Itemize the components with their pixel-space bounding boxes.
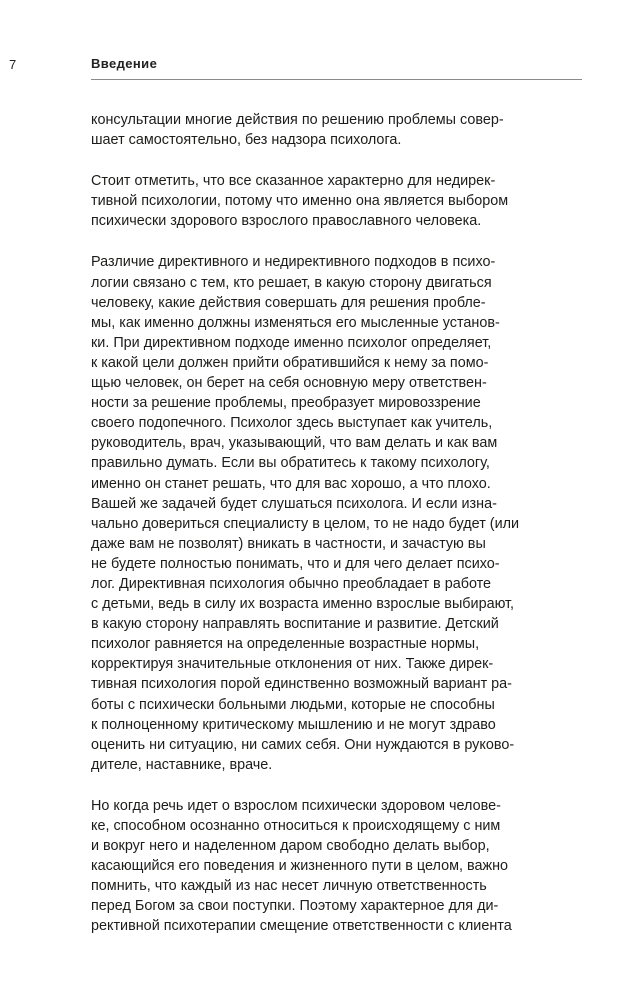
text-line: логии связано с тем, кто решает, в какую сторону двигаться bbox=[91, 274, 492, 291]
text-line: к какой цели должен прийти обратившийся к нему за помо- bbox=[91, 354, 489, 371]
text-line: рективной психотерапии смещение ответственности с клиента bbox=[91, 918, 512, 935]
text-line: помнить, что каждый из нас несет личную ответственность bbox=[91, 878, 487, 895]
text-line: правильно думать. Если вы обратитесь к такому психологу, bbox=[91, 455, 490, 472]
text-line: Различие директивного и недирективного подходов в психо- bbox=[91, 254, 496, 271]
text-line: щью человек, он берет на себя основную меру ответствен- bbox=[91, 375, 487, 392]
text-line: оценить ни ситуацию, ни самих себя. Они нуждаются в руково- bbox=[91, 736, 515, 753]
running-header-title: Введение bbox=[91, 56, 158, 71]
text-line: тивная психология порой единственно возможный вариант ра- bbox=[91, 676, 512, 693]
body-text bbox=[91, 110, 587, 958]
text-line: корректируя значительные отклонения от них. Также дирек- bbox=[91, 656, 494, 673]
text-line: Вашей же задачей будет слушаться психолога. И если изна- bbox=[91, 495, 497, 512]
text-line: именно он станет решать, что для вас хорошо, а что плохо. bbox=[91, 475, 491, 492]
text-line: психолог равняется на определенные возрастные нормы, bbox=[91, 636, 480, 653]
text-line: человеку, какие действия совершать для решения пробле- bbox=[91, 294, 486, 311]
paragraph bbox=[91, 171, 587, 231]
text-line: дителе, наставнике, враче. bbox=[91, 756, 273, 773]
text-line: боты с психически больными людьми, которые не способны bbox=[91, 696, 495, 713]
text-line: даже вам не позволят) вникать в частности, и зачастую вы bbox=[91, 535, 486, 552]
paragraph bbox=[91, 110, 587, 150]
text-line: Но когда речь идет о взрослом психически здоровом челове- bbox=[91, 797, 501, 814]
text-line: в какую сторону направлять воспитание и развитие. Детский bbox=[91, 616, 499, 633]
text-line: психически здорового взрослого православного человека. bbox=[91, 213, 482, 230]
page-number: 7 bbox=[9, 57, 17, 72]
text-line: лог. Директивная психология обычно преобладает в работе bbox=[91, 575, 492, 592]
text-line: и вокруг него и наделенном даром свободно делать выбор, bbox=[91, 838, 490, 855]
text-line: к полноценному критическому мышлению и не могут здраво bbox=[91, 716, 496, 733]
text-line: не будете полностью понимать, что и для чего делает психо- bbox=[91, 555, 500, 572]
paragraph bbox=[91, 796, 587, 937]
text-line: ки. При директивном подходе именно психолог определяет, bbox=[91, 334, 492, 351]
text-line: руководитель, врач, указывающий, что вам делать и как вам bbox=[91, 435, 498, 452]
text-line: тивной психологии, потому что именно она является выбором bbox=[91, 193, 509, 210]
text-line: чально довериться специалисту в целом, то не надо будет (или bbox=[91, 515, 520, 532]
header-divider bbox=[91, 79, 582, 80]
text-line: мы, как именно должны изменяться его мысленные установ- bbox=[91, 314, 500, 331]
text-line: ке, способном осознанно относиться к происходящему с ним bbox=[91, 818, 501, 834]
text-line: своего подопечного. Психолог здесь выступает как учитель, bbox=[91, 415, 493, 432]
paragraph bbox=[91, 252, 587, 774]
text-line: перед Богом за свои поступки. Поэтому характерное для ди- bbox=[91, 898, 499, 915]
text-line: касающийся его поведения и жизненного пути в целом, важно bbox=[91, 858, 509, 875]
text-line: с детьми, ведь в силу их возраста именно взрослые выбирают, bbox=[91, 596, 515, 613]
text-line: шает самостоятельно, без надзора психолога. bbox=[91, 132, 402, 149]
text-line: ности за решение проблемы, преобразует мировоззрение bbox=[91, 395, 481, 412]
text-line: консультации многие действия по решению проблемы совер- bbox=[91, 112, 504, 128]
text-line: Стоит отметить, что все сказанное характерно для недирек- bbox=[91, 173, 496, 190]
